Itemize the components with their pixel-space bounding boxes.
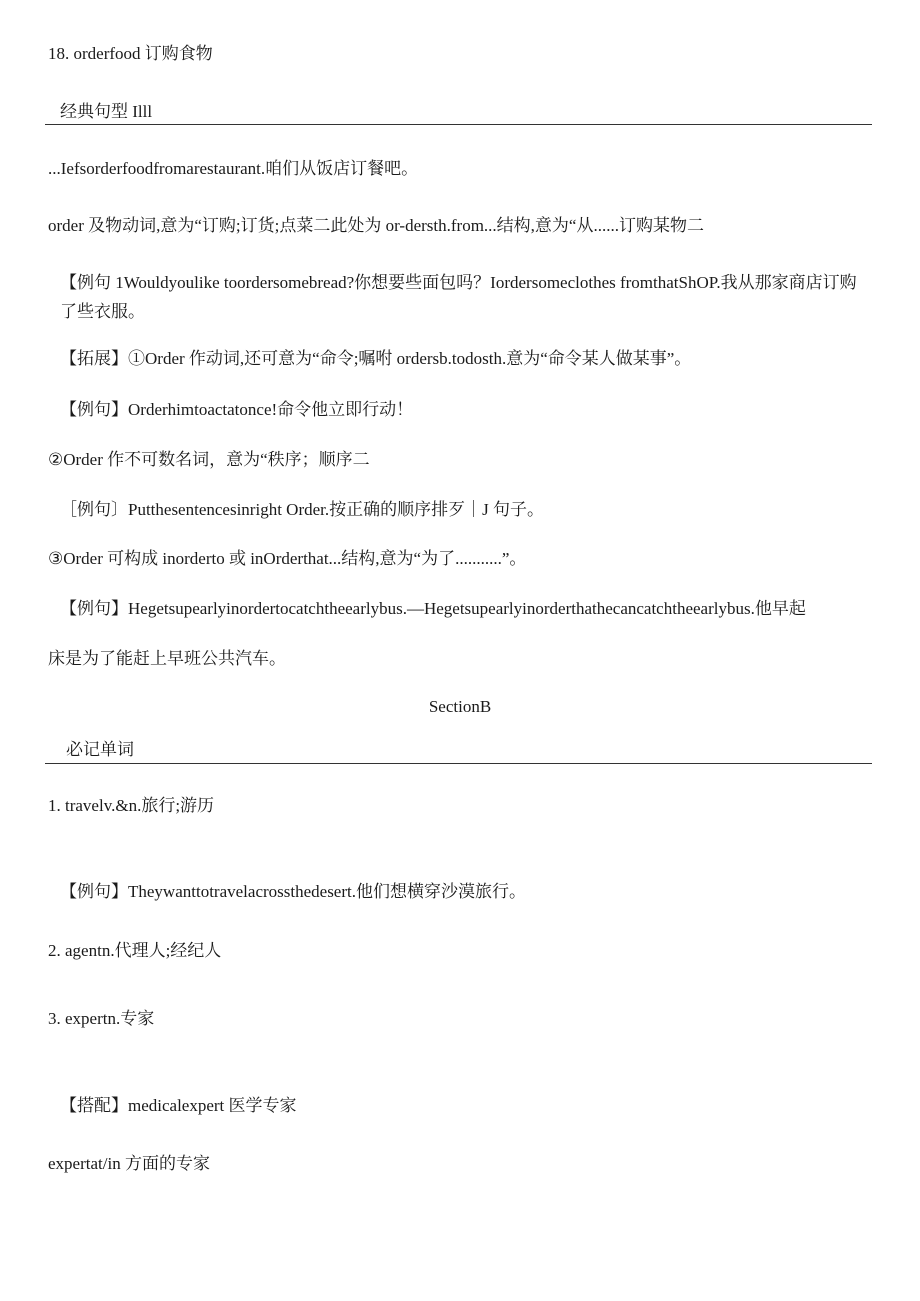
collocation-expert-at-in: expertat/in 方面的专家 — [48, 1154, 210, 1173]
section-heading-classic-sentences: 经典句型 Illl — [60, 102, 153, 121]
example-early-bus-line1: 【例句】Hegetsupearlyinordertocatchtheearlybus.—Hegetsupearlyinorderthathecancatchtheearlybus.他早起 — [60, 599, 806, 618]
point-order-noun: ②Order 作不可数名词，意为“秩序；顺序二 — [48, 450, 370, 469]
word-agent: 2. agentn.代理人;经纪人 — [48, 941, 222, 960]
example-travel: 【例句】Theywanttotravelacrossthedesert.他们想横穿沙漠旅行。 — [60, 882, 526, 901]
example-order-bread: 【例句 1Wouldyoulike toordersomebread?你想要些面包吗？Iordersomeclothes fromthatShOP.我从那家商店订购了些衣服。 — [60, 273, 857, 321]
example-sentences-order: ［例句〕Putthesentencesinright Order.按正确的顺序排歹｜J 句子。 — [60, 500, 544, 519]
word-expert: 3. expertn.专家 — [48, 1009, 155, 1028]
example-order-him: 【例句】Orderhimtoactatonce!命令他立即行动！ — [60, 400, 414, 419]
word-travel: 1. travelv.&n.旅行;游历 — [48, 796, 215, 815]
sentence-example: ...Iefsorderfoodfromarestaurant.咱们从饭店订餐吧。 — [48, 159, 419, 178]
extension-note: 【拓展】①Order 作动词,还可意为“命令;嘱咐 ordersb.todosth.意为“命令某人做某事”。 — [60, 349, 692, 368]
example-early-bus-line2: 床是为了能赶上早班公共汽车。 — [48, 649, 286, 668]
heading-divider — [45, 124, 872, 125]
order-explanation: order 及物动词,意为“订购;订货;点菜二此处为 or-dersth.from...结构,意为“从......订购某物二 — [48, 216, 704, 235]
vocab-heading: 必记单词 — [66, 740, 134, 759]
section-title: SectionB — [428, 697, 492, 716]
list-item-order-food: 18. orderfood 订购食物 — [48, 44, 213, 63]
vocab-divider — [45, 763, 872, 764]
point-in-order-to: ③Order 可构成 inorderto 或 inOrderthat...结构,意为“为了...........”。 — [48, 549, 527, 568]
collocation-medical-expert: 【搭配】medicalexpert 医学专家 — [60, 1096, 297, 1115]
